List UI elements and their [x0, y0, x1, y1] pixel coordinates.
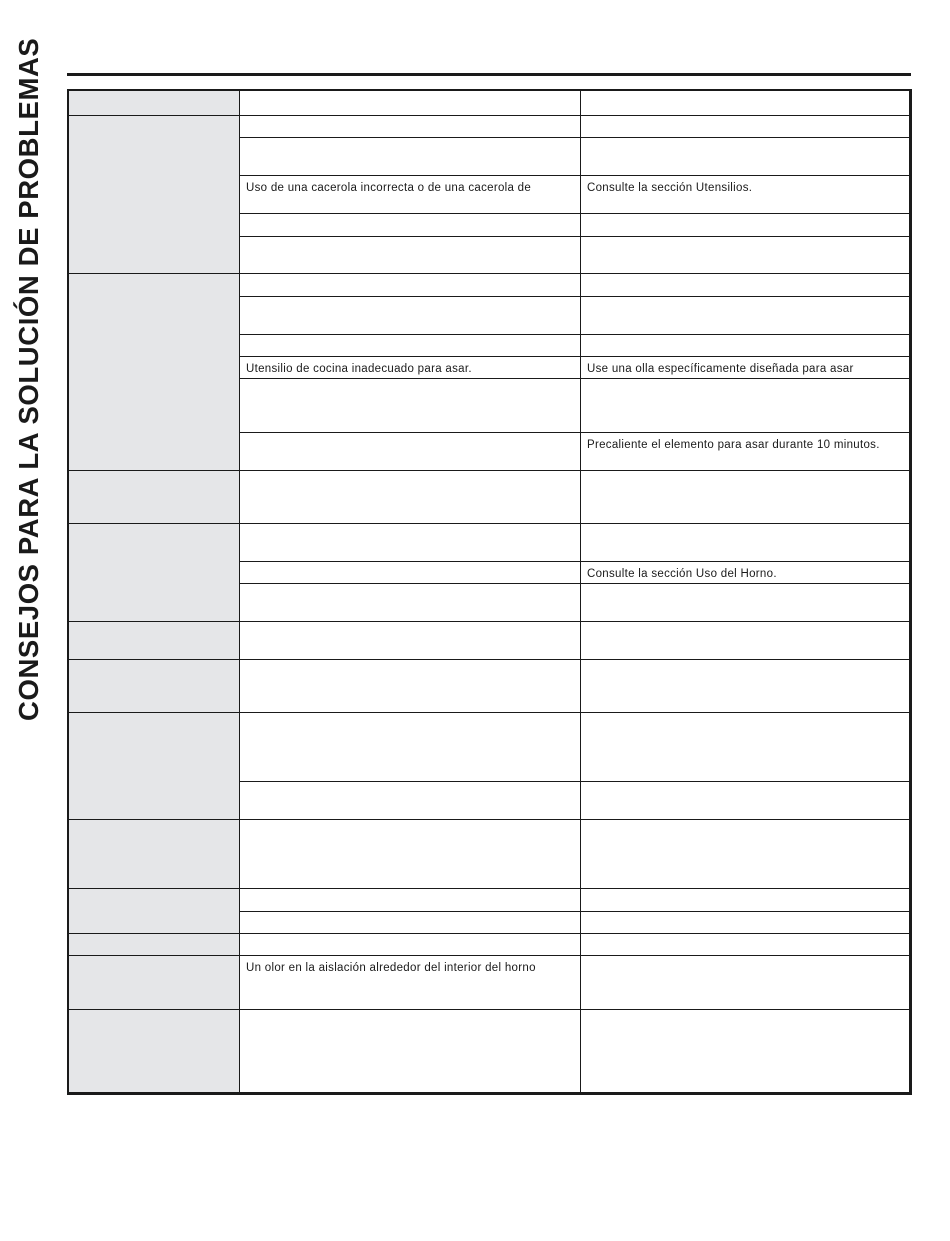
solution-cell: [580, 334, 912, 357]
solution-cell: Consulte la sección Uso del Horno.: [580, 561, 912, 584]
solution-cell: Precaliente el elemento para asar durante 10 minutos.: [580, 432, 912, 471]
cause-cell: [239, 334, 581, 357]
problem-cell: [67, 273, 240, 471]
solution-cell: [580, 781, 912, 820]
problem-cell: [67, 523, 240, 622]
header-solution-cell: [580, 89, 912, 116]
problem-cell: [67, 712, 240, 820]
problem-cell: [67, 470, 240, 524]
solution-cell: [580, 621, 912, 660]
cause-cell: [239, 561, 581, 584]
solution-cell: [580, 523, 912, 562]
header-problem-cell: [67, 89, 240, 116]
cause-cell: [239, 273, 581, 297]
solution-cell: [580, 115, 912, 138]
cause-cell: [239, 911, 581, 934]
solution-cell: Use una olla específicamente diseñada para asar: [580, 356, 912, 379]
side-section-title: CONSEJOS PARA LA SOLUCIÓN DE PROBLEMAS: [13, 38, 44, 722]
cause-cell: [239, 659, 581, 713]
problem-cell: [67, 819, 240, 889]
solution-cell: [580, 273, 912, 297]
cause-cell: [239, 1009, 581, 1095]
solution-cell: [580, 1009, 912, 1095]
solution-cell: [580, 470, 912, 524]
cause-cell: [239, 470, 581, 524]
solution-cell: [580, 659, 912, 713]
header-cause-cell: [239, 89, 581, 116]
cause-cell: [239, 781, 581, 820]
solution-cell: [580, 137, 912, 176]
cause-cell: [239, 213, 581, 237]
cause-cell: [239, 523, 581, 562]
cause-cell: [239, 933, 581, 956]
problem-cell: [67, 115, 240, 274]
solution-cell: [580, 933, 912, 956]
cause-cell: [239, 621, 581, 660]
solution-cell: [580, 583, 912, 622]
solution-cell: [580, 955, 912, 1010]
solution-cell: Consulte la sección Utensilios.: [580, 175, 912, 214]
cause-cell: [239, 819, 581, 889]
solution-cell: [580, 888, 912, 912]
cause-cell: [239, 236, 581, 274]
cause-cell: [239, 296, 581, 335]
solution-cell: [580, 378, 912, 433]
cause-cell: [239, 712, 581, 782]
problem-cell: [67, 955, 240, 1010]
problem-cell: [67, 933, 240, 956]
cause-cell: [239, 583, 581, 622]
solution-cell: [580, 213, 912, 237]
problem-cell: [67, 888, 240, 934]
cause-cell: Un olor en la aislación alrededor del interior del horno: [239, 955, 581, 1010]
solution-cell: [580, 712, 912, 782]
cause-cell: Uso de una cacerola incorrecta o de una cacerola de: [239, 175, 581, 214]
cause-cell: [239, 888, 581, 912]
solution-cell: [580, 296, 912, 335]
cause-cell: [239, 378, 581, 433]
solution-cell: [580, 911, 912, 934]
problem-cell: [67, 659, 240, 713]
solution-cell: [580, 819, 912, 889]
solution-cell: [580, 236, 912, 274]
cause-cell: Utensilio de cocina inadecuado para asar.: [239, 356, 581, 379]
cause-cell: [239, 432, 581, 471]
cause-cell: [239, 115, 581, 138]
problem-cell: [67, 621, 240, 660]
problem-cell: [67, 1009, 240, 1095]
cause-cell: [239, 137, 581, 176]
